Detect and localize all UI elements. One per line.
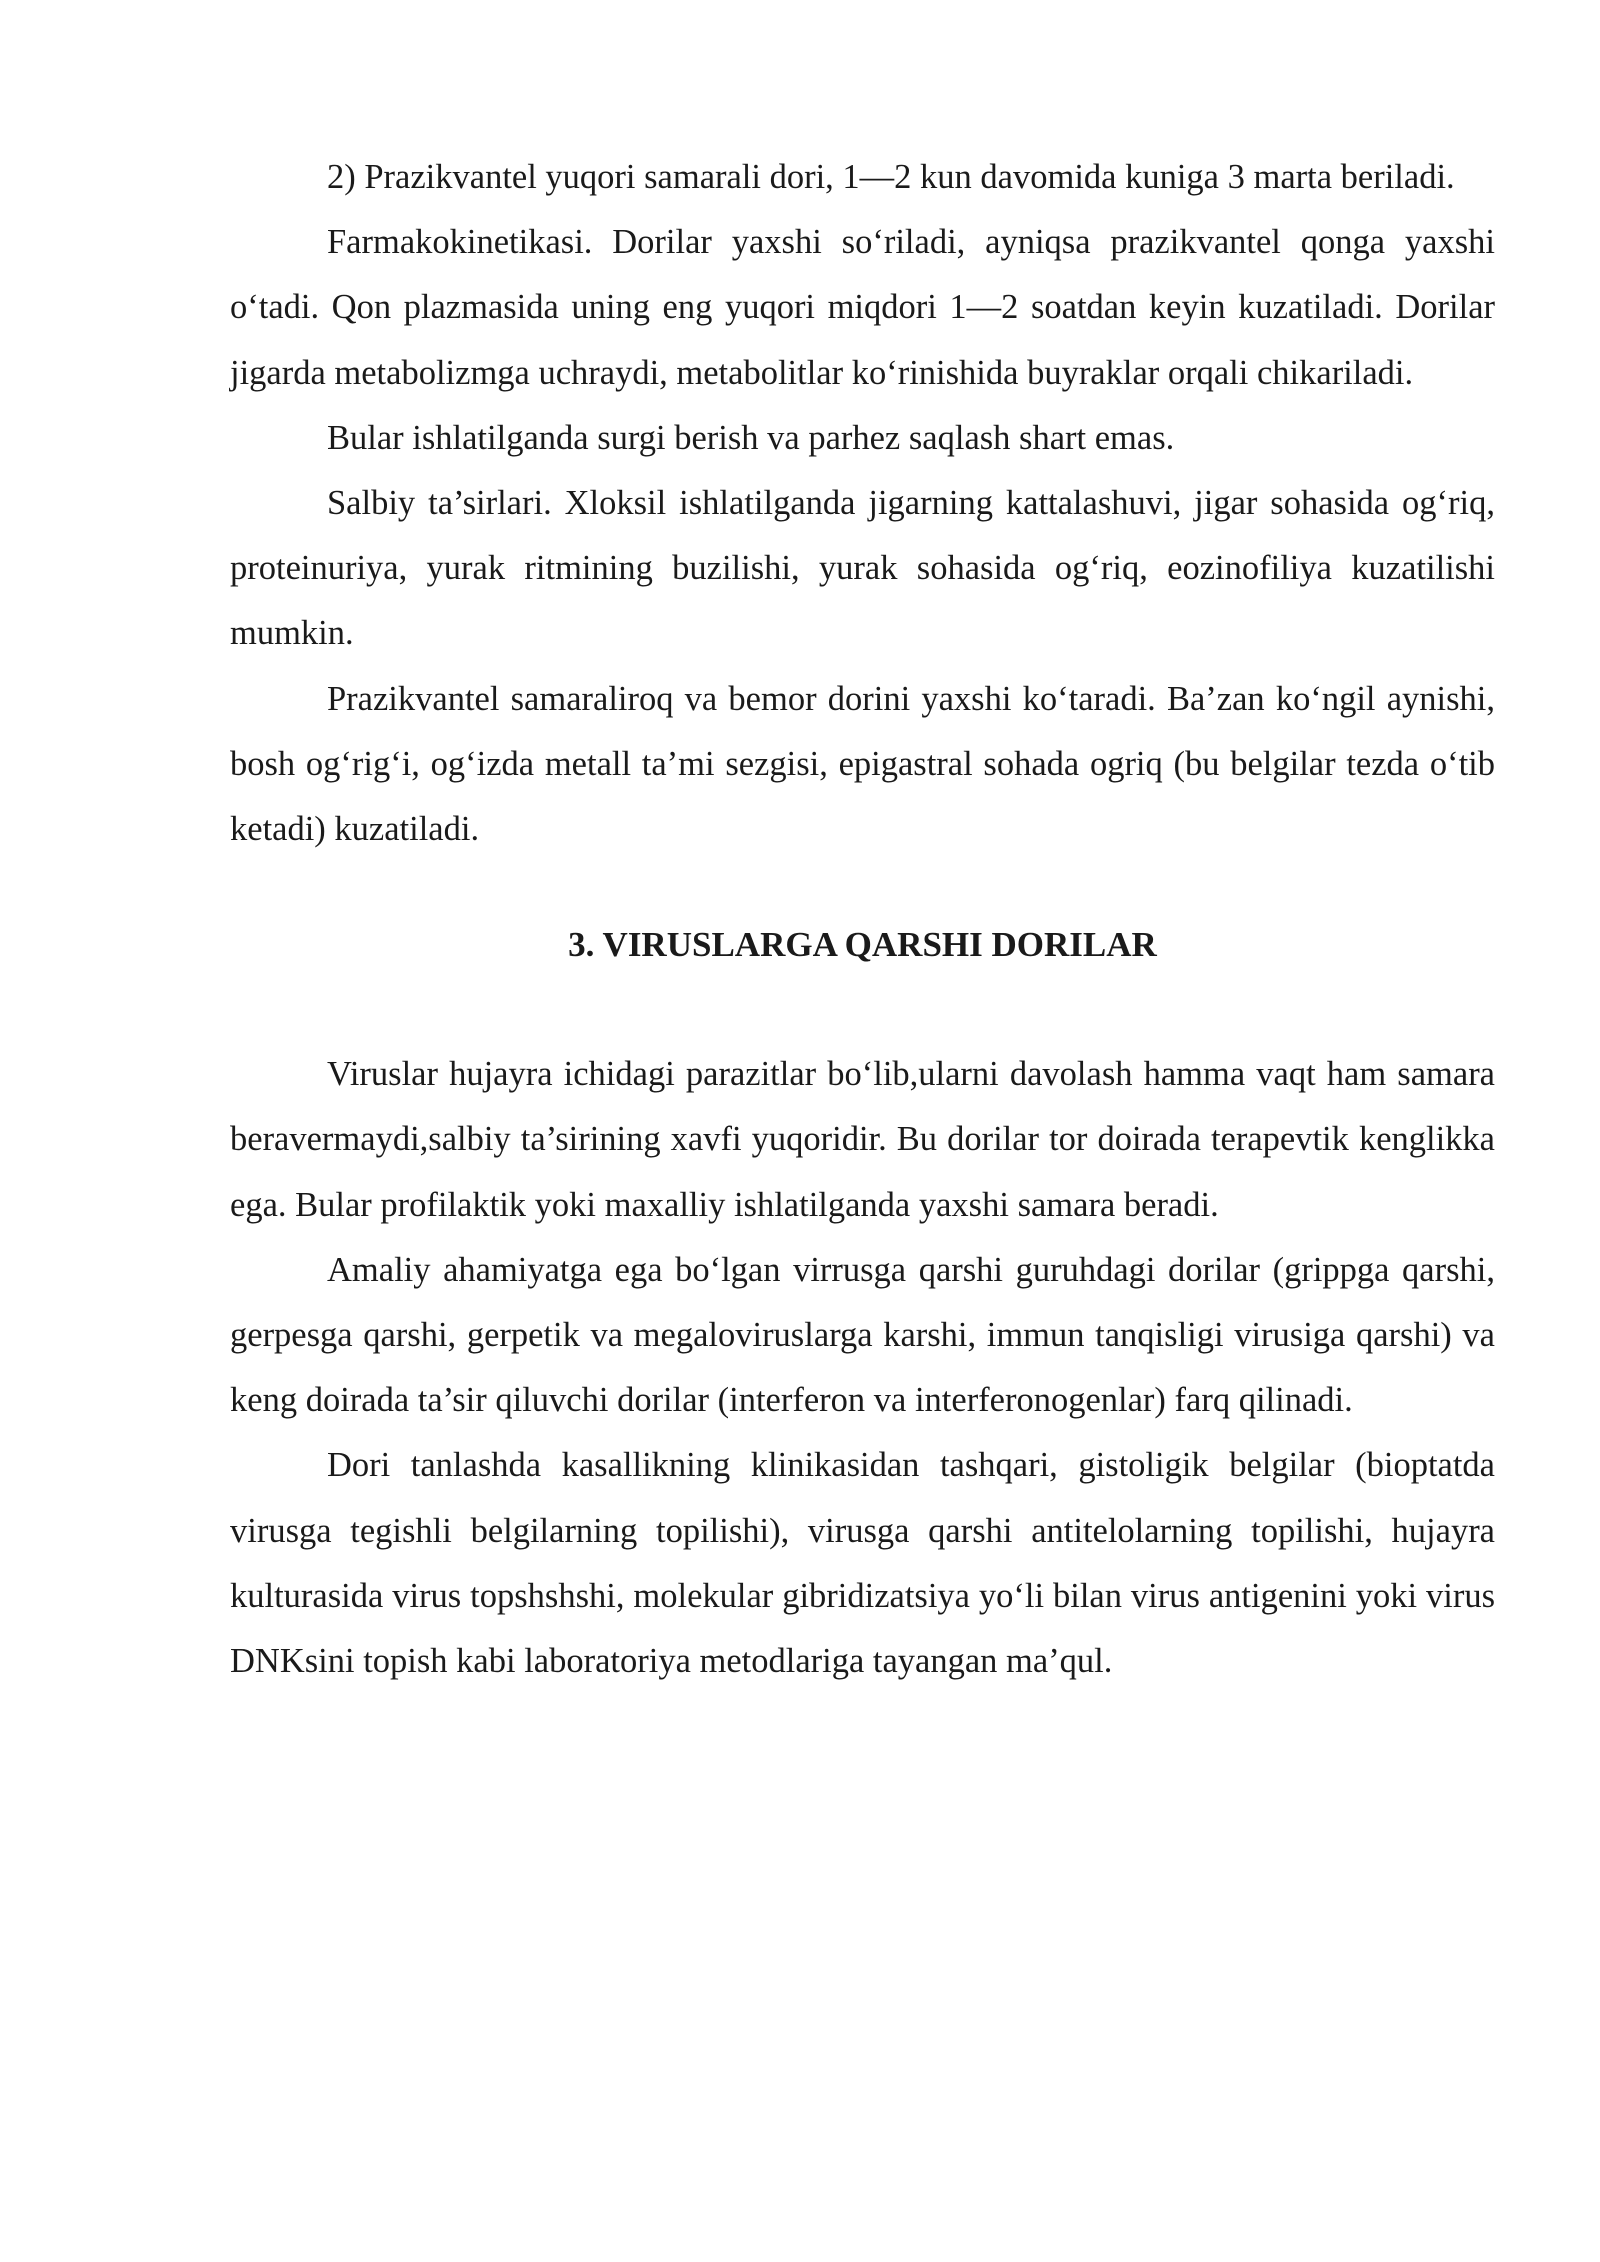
paragraph-drug-selection: Dori tanlashda kasallikning klinikasidan tashqari, gistoligik belgilar (bioptatda virusga tegishli belgilarning topilishi), virusga qarshi antitelolarning topilishi, hujayra kulturasida virus topshshshi, molekular gibridizatsiya yo‘li bilan virus antigenini yoki virus DNKsini topish kabi laboratoriya metodlariga tayangan ma’qul.	[230, 1446, 1495, 1681]
paragraph-viruses-intro: Viruslar hujayra ichidagi parazitlar bo‘lib,ularni davolash hamma vaqt ham samara beravermaydi,salbiy ta’sirining xavfi yuqoridir. Bu dorilar tor doirada terapevtik kenglikka ega. Bular profilaktik yoki maxalliy ishlatilganda yaxshi samara beradi.	[230, 1055, 1495, 1224]
document-body	[230, 145, 1495, 1694]
section-heading: 3. VIRUSLARGA QARSHI DORILAR	[568, 925, 1157, 965]
paragraph-side-effects: Salbiy ta’sirlari. Xloksil ishlatilganda jigarning kattalashuvi, jigar sohasida og‘riq, proteinuriya, yurak ritmining buzilishi, yurak sohasida og‘riq, eozinofiliya kuzatilishi mumkin.	[230, 484, 1495, 653]
paragraph-no-laxative: Bular ishlatilganda surgi berish va parhez saqlash shart emas.	[327, 418, 1175, 457]
paragraph-prazikvantel-dosage: 2) Prazikvantel yuqori samarali dori, 1—2 kun davomida kuniga 3 marta beriladi.	[327, 158, 1455, 196]
section-heading-wrap	[230, 912, 1495, 977]
paragraph-antiviral-groups: Amaliy ahamiyatga ega bo‘lgan virrusga qarshi guruhdagi dorilar (grippga qarshi, gerpesga qarshi, gerpetik va megaloviruslarga karshi, immun tanqisligi virusiga qarshi) va keng doirada ta’sir qiluvchi dorilar (interferon va interferonogenlar) farq qilinadi.	[230, 1250, 1495, 1420]
paragraph-pharmacokinetics: Farmakokinetikasi. Dorilar yaxshi so‘riladi, ayniqsa prazikvantel qonga yaxshi o‘tadi. Qon plazmasida uning eng yuqori miqdori 1—2 soatdan keyin kuzatiladi. Dorilar jigarda metabolizmga uchraydi, metabolitlar ko‘rinishida buyraklar orqali chikariladi.	[230, 223, 1495, 392]
paragraph-prazikvantel-tolerance: Prazikvantel samaraliroq va bemor dorini yaxshi ko‘taradi. Ba’zan ko‘ngil aynishi, bosh og‘rig‘i, og‘izda metall ta’mi sezgisi, epigastral sohada ogriq (bu belgilar tezda o‘tib ketadi) kuzatiladi.	[230, 679, 1495, 849]
